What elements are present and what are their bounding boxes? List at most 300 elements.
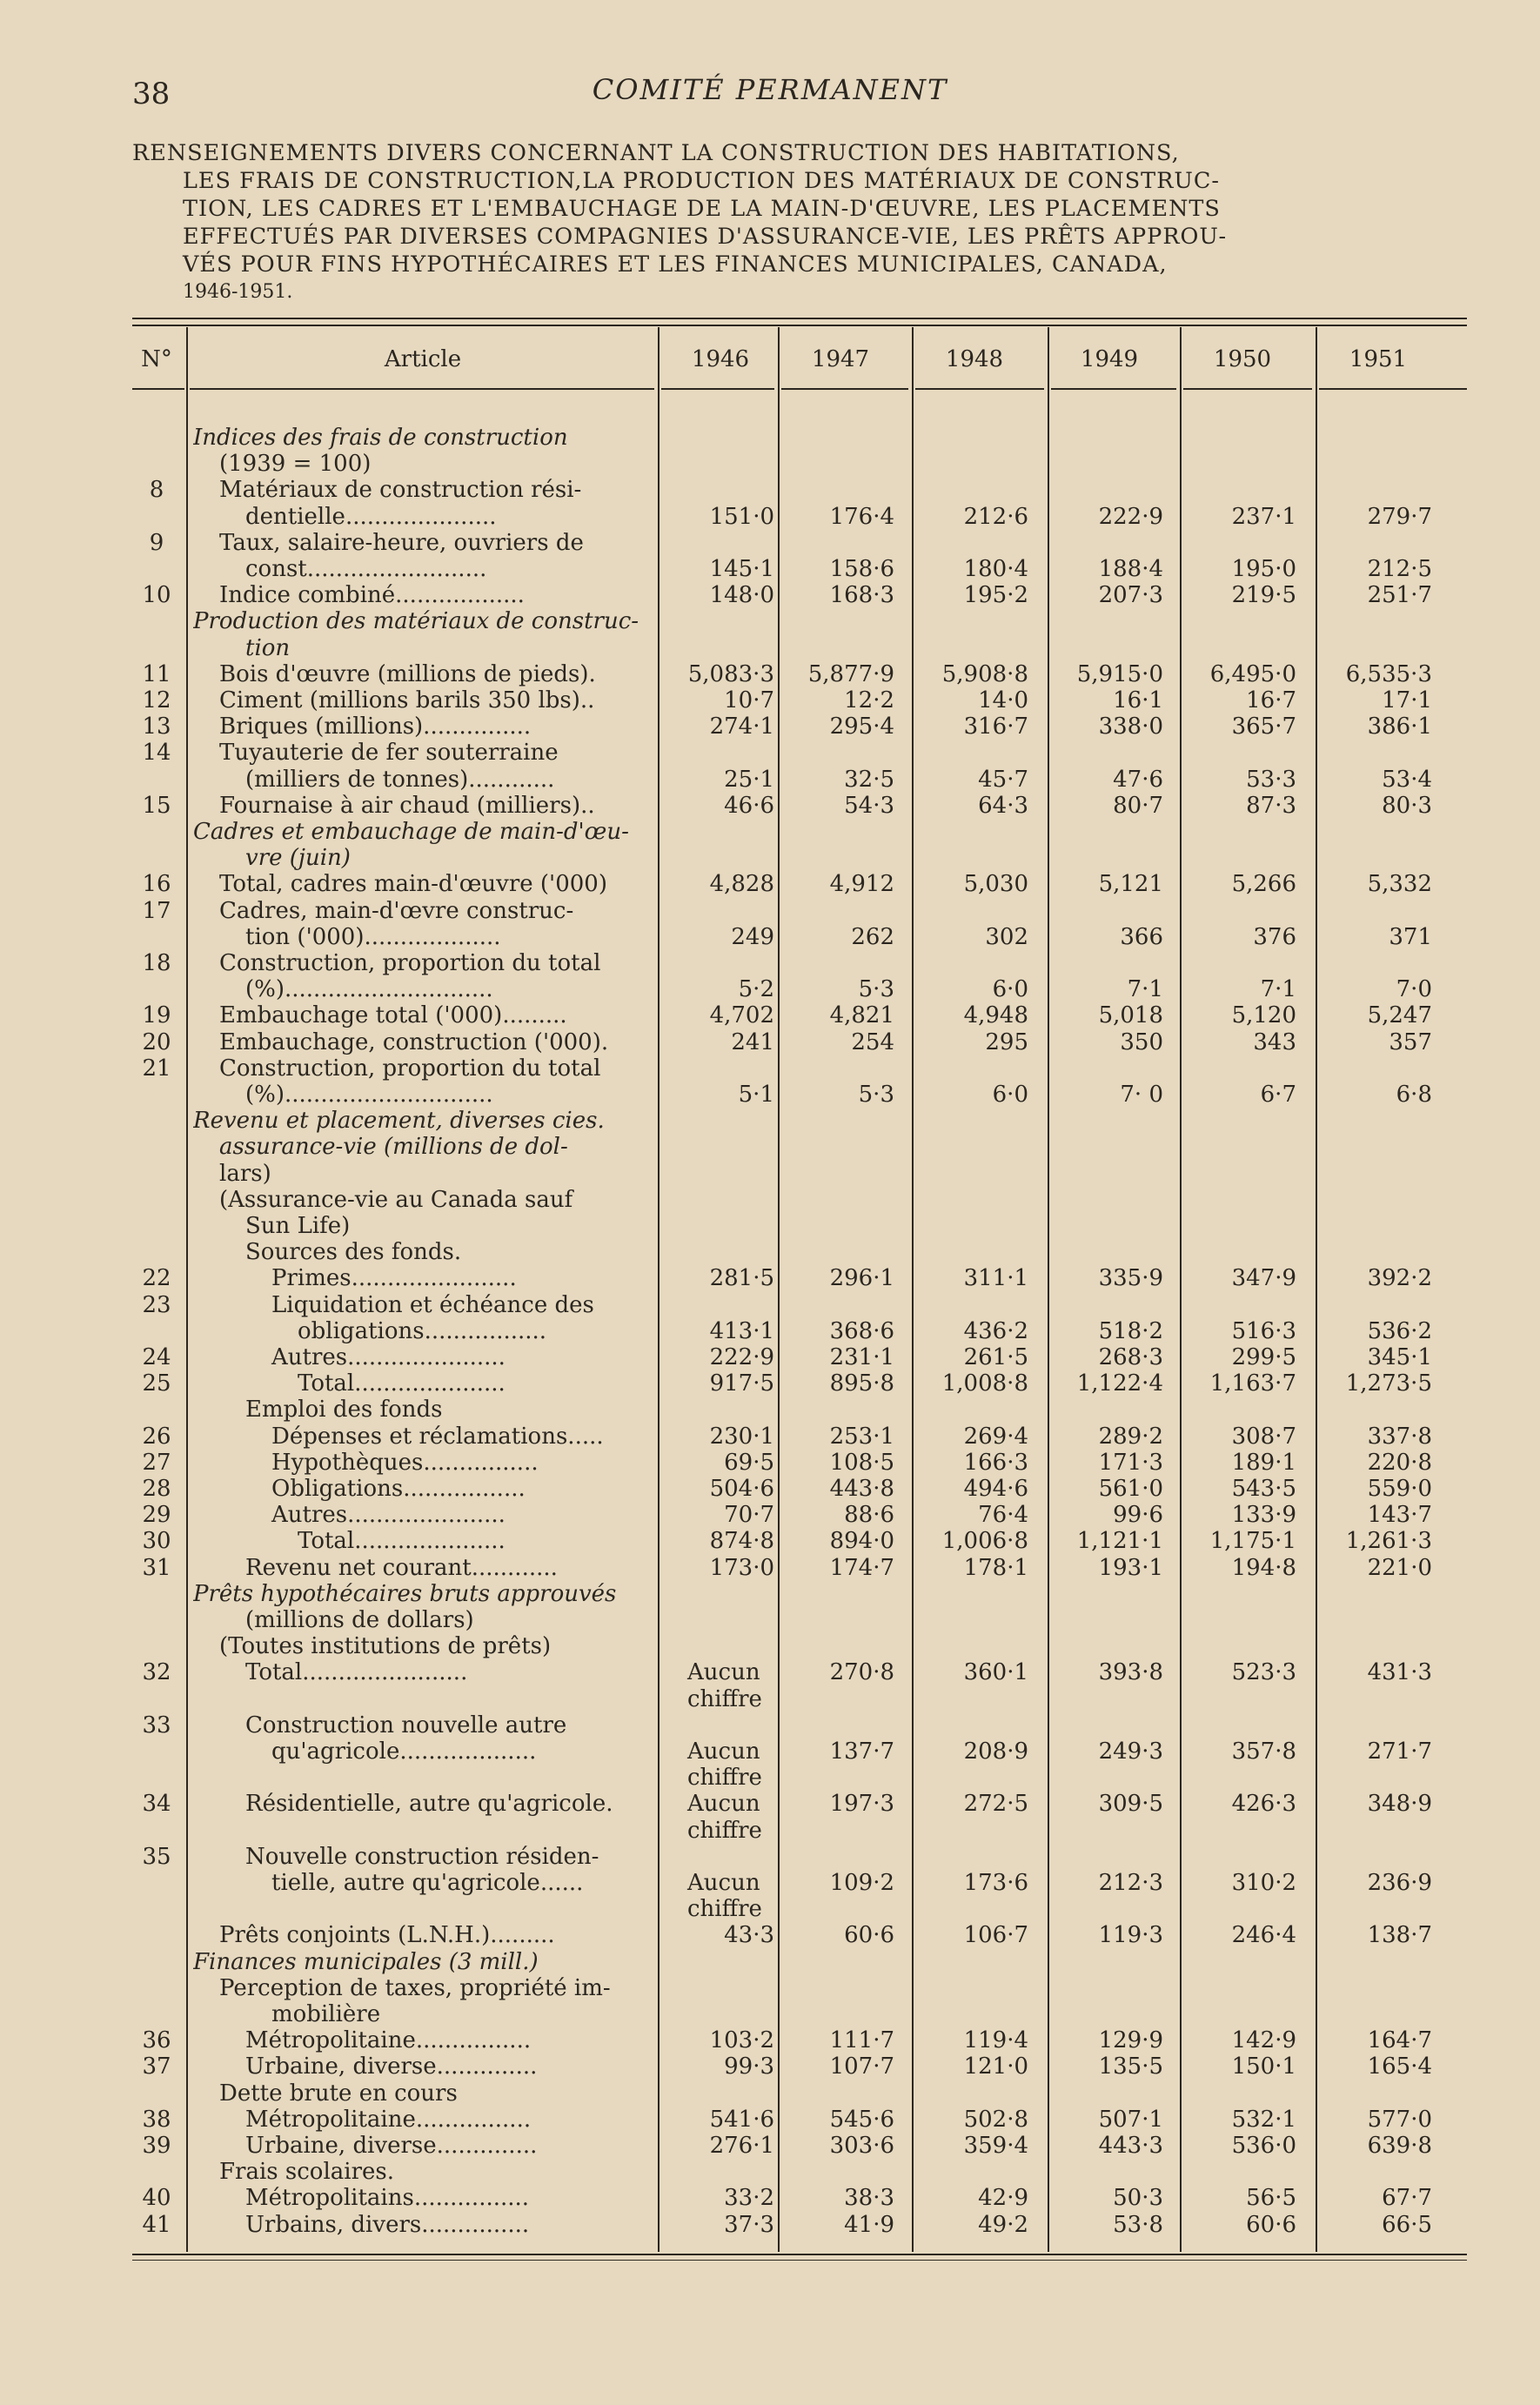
row-label: lars): [219, 1160, 271, 1187]
cell-value: 37·3: [724, 2211, 774, 2238]
cell-value: 6,535·3: [1345, 660, 1432, 687]
cell-value: 295: [985, 1028, 1028, 1055]
cell-value: 894·0: [829, 1528, 894, 1555]
cell-value: 60·6: [844, 1922, 894, 1949]
row-label: qu'agricole...................: [271, 1738, 537, 1765]
cell-value: 443·3: [1098, 2133, 1163, 2159]
cell-value: Aucun: [687, 1738, 760, 1765]
row-number: 17: [142, 897, 171, 924]
row-number: 19: [142, 1002, 171, 1029]
cell-value: 174·7: [829, 1554, 894, 1581]
title-line: RENSEIGNEMENTS DIVERS CONCERNANT LA CONSTRUCTION DES HABITATIONS,: [132, 140, 1180, 166]
cell-value: 1,006·8: [941, 1528, 1028, 1555]
cell-value: 231·1: [829, 1344, 894, 1370]
row-label: Dépenses et réclamations.....: [271, 1423, 604, 1450]
row-label: Production des matériaux de construc-: [193, 608, 639, 635]
cell-value: 208·9: [963, 1738, 1028, 1765]
cell-value: 917·5: [709, 1370, 774, 1397]
cell-value: chiffre: [687, 1896, 762, 1923]
cell-value: 5·2: [738, 976, 774, 1003]
bottom-rule: [132, 2254, 1467, 2255]
cell-value: 7·1: [1127, 976, 1163, 1003]
cell-value: 4,702: [709, 1002, 774, 1029]
row-label: Indices des frais de construction: [193, 425, 568, 451]
cell-value: 386·1: [1367, 713, 1432, 740]
row-label: (%).............................: [245, 976, 493, 1003]
cell-value: 357·8: [1231, 1738, 1296, 1765]
cell-value: 249·3: [1098, 1738, 1163, 1765]
cell-value: 1,121·1: [1076, 1528, 1163, 1555]
row-label: Sun Life): [245, 1213, 351, 1239]
cell-value: 189·1: [1231, 1449, 1296, 1476]
cell-value: 180·4: [963, 556, 1028, 582]
row-label: Sources des fonds.: [245, 1239, 462, 1266]
cell-value: 148·0: [709, 582, 774, 609]
cell-value: 360·1: [963, 1659, 1028, 1686]
cell-value: 173·0: [709, 1554, 774, 1581]
row-label: Briques (millions)...............: [219, 713, 532, 740]
cell-value: 5,266: [1231, 871, 1296, 898]
cell-value: 220·8: [1367, 1449, 1432, 1476]
cell-value: 7·1: [1260, 976, 1296, 1003]
cell-value: 142·9: [1231, 2027, 1296, 2054]
cell-value: 5,121: [1098, 871, 1163, 898]
cell-value: 6·0: [992, 1082, 1028, 1108]
cell-value: 137·7: [829, 1738, 894, 1765]
top-rule: [132, 318, 1467, 319]
cell-value: 5,083·3: [687, 660, 774, 687]
row-number: 39: [142, 2133, 171, 2159]
row-number: 24: [142, 1344, 171, 1370]
row-label: obligations.................: [298, 1317, 547, 1344]
cell-value: 348·9: [1367, 1791, 1432, 1818]
cell-value: 295·4: [829, 713, 894, 740]
cell-value: 193·1: [1098, 1554, 1163, 1581]
cell-value: 121·0: [963, 2053, 1028, 2080]
cell-value: 41·9: [844, 2211, 894, 2238]
row-label: Urbaine, diverse..............: [245, 2053, 538, 2080]
row-number: 41: [142, 2211, 171, 2238]
row-label: Revenu et placement, diverses cies.: [193, 1108, 605, 1135]
cell-value: chiffre: [687, 1765, 762, 1792]
cell-value: 166·3: [963, 1449, 1028, 1476]
cell-value: 42·9: [978, 2185, 1028, 2212]
cell-value: 296·1: [829, 1265, 894, 1292]
row-label: Finances municipales (3 mill.): [193, 1948, 539, 1975]
cell-value: 67·7: [1382, 2185, 1432, 2212]
cell-value: 103·2: [709, 2027, 774, 2054]
row-number: 23: [142, 1291, 171, 1318]
row-label: Frais scolaires.: [219, 2159, 395, 2186]
cell-value: 6,495·0: [1209, 660, 1296, 687]
row-label: Hypothèques................: [271, 1449, 539, 1476]
cell-value: 347·9: [1231, 1265, 1296, 1292]
cell-value: 316·7: [963, 713, 1028, 740]
cell-value: 311·1: [963, 1265, 1028, 1292]
page-number: 38: [132, 77, 171, 111]
cell-value: 6·8: [1396, 1082, 1432, 1108]
cell-value: 270·8: [829, 1659, 894, 1686]
cell-value: 337·8: [1367, 1423, 1432, 1450]
row-label: Primes.......................: [271, 1265, 517, 1292]
cell-value: 431·3: [1367, 1659, 1432, 1686]
cell-value: 158·6: [829, 556, 894, 582]
row-label: Total, cadres main-d'œuvre ('000): [219, 871, 607, 898]
row-number: 12: [142, 687, 171, 713]
cell-value: 246·4: [1231, 1922, 1296, 1949]
row-label: Autres......................: [271, 1502, 506, 1529]
cell-value: 271·7: [1367, 1738, 1432, 1765]
cell-value: 173·6: [963, 1870, 1028, 1896]
cell-value: 254: [851, 1028, 894, 1055]
cell-value: 541·6: [709, 2106, 774, 2133]
cell-value: 237·1: [1231, 503, 1296, 530]
cell-value: 536·0: [1231, 2133, 1296, 2159]
row-label: Total.....................: [298, 1528, 506, 1555]
cell-value: 5,018: [1098, 1002, 1163, 1029]
cell-value: 150·1: [1231, 2053, 1296, 2080]
row-number: 21: [142, 1055, 171, 1082]
cell-value: 426·3: [1231, 1791, 1296, 1818]
cell-value: 1,163·7: [1209, 1370, 1296, 1397]
row-number: 15: [142, 792, 171, 819]
cell-value: 119·3: [1098, 1922, 1163, 1949]
row-label: Construction, proportion du total: [219, 950, 601, 976]
cell-value: 99·3: [724, 2053, 774, 2080]
cell-value: 76·4: [978, 1502, 1028, 1529]
cell-value: 119·4: [963, 2027, 1028, 2054]
top-rule: [132, 325, 1467, 326]
cell-value: Aucun: [687, 1791, 760, 1818]
cell-value: 133·9: [1231, 1502, 1296, 1529]
cell-value: 212·5: [1367, 556, 1432, 582]
cell-value: 176·4: [829, 503, 894, 530]
cell-value: 5·1: [738, 1082, 774, 1108]
column-divider: [186, 327, 188, 2252]
cell-value: 308·7: [1231, 1423, 1296, 1450]
row-label: Prêts conjoints (L.N.H.).........: [219, 1922, 555, 1949]
row-label: Taux, salaire-heure, ouvriers de: [219, 529, 584, 556]
row-label: Matériaux de construction rési-: [219, 477, 582, 504]
cell-value: 392·2: [1367, 1265, 1432, 1292]
cell-value: 4,948: [963, 1002, 1028, 1029]
cell-value: 197·3: [829, 1791, 894, 1818]
row-label: assurance-vie (millions de dol-: [219, 1134, 568, 1161]
cell-value: 545·6: [829, 2106, 894, 2133]
row-label: Construction, proportion du total: [219, 1055, 601, 1082]
cell-value: 4,821: [829, 1002, 894, 1029]
cell-value: 38·3: [844, 2185, 894, 2212]
cell-value: 53·3: [1246, 766, 1296, 793]
cell-value: 281·5: [709, 1265, 774, 1292]
cell-value: 178·1: [963, 1554, 1028, 1581]
row-number: 8: [149, 477, 164, 504]
cell-value: 188·4: [1098, 556, 1163, 582]
header-year: 1951: [1349, 346, 1408, 372]
row-label: Cadres, main-d'œvre construc-: [219, 897, 574, 924]
cell-value: 222·9: [709, 1344, 774, 1370]
row-number: 32: [142, 1659, 171, 1686]
row-label: tielle, autre qu'agricole......: [271, 1870, 584, 1896]
title-line: LES FRAIS DE CONSTRUCTION,LA PRODUCTION DES MATÉRIAUX DE CONSTRUC-: [183, 168, 1221, 194]
cell-value: 5,332: [1367, 871, 1432, 898]
cell-value: 129·9: [1098, 2027, 1163, 2054]
cell-value: 5,908·8: [941, 660, 1028, 687]
row-label: (millions de dollars): [245, 1607, 474, 1633]
cell-value: 309·5: [1098, 1791, 1163, 1818]
row-label: (Toutes institutions de prêts): [219, 1633, 552, 1660]
cell-value: 289·2: [1098, 1423, 1163, 1450]
row-label: (%).............................: [245, 1082, 493, 1108]
row-label: Résidentielle, autre qu'agricole.: [245, 1791, 613, 1818]
cell-value: 561·0: [1098, 1476, 1163, 1502]
row-number: 9: [149, 529, 164, 556]
cell-value: chiffre: [687, 1685, 762, 1712]
row-label: Ciment (millions barils 350 lbs)..: [219, 687, 595, 713]
cell-value: 33·2: [724, 2185, 774, 2212]
cell-value: 236·9: [1367, 1870, 1432, 1896]
cell-value: 195·2: [963, 582, 1028, 609]
cell-value: 299·5: [1231, 1344, 1296, 1370]
header-rule: [915, 388, 1044, 390]
cell-value: 88·6: [844, 1502, 894, 1529]
cell-value: 108·5: [829, 1449, 894, 1476]
row-label: Total.......................: [245, 1659, 468, 1686]
cell-value: 5,915·0: [1076, 660, 1163, 687]
header-rule: [190, 388, 654, 390]
cell-value: 207·3: [1098, 582, 1163, 609]
row-label: Bois d'œuvre (millions de pieds).: [219, 660, 596, 687]
cell-value: 14·0: [978, 687, 1028, 713]
cell-value: 1,261·3: [1345, 1528, 1432, 1555]
cell-value: chiffre: [687, 1817, 762, 1844]
cell-value: 5·3: [858, 1082, 894, 1108]
cell-value: 413·1: [709, 1317, 774, 1344]
cell-value: 49·2: [978, 2211, 1028, 2238]
row-label: dentielle.....................: [245, 503, 497, 530]
cell-value: 5,030: [963, 871, 1028, 898]
row-number: 33: [142, 1712, 171, 1738]
cell-value: 212·6: [963, 503, 1028, 530]
header-year: 1950: [1213, 346, 1272, 372]
header-year: 1949: [1080, 346, 1139, 372]
row-label: Perception de taxes, propriété im-: [219, 1974, 611, 2001]
cell-value: 106·7: [963, 1922, 1028, 1949]
cell-value: 10·7: [724, 687, 774, 713]
cell-value: 559·0: [1367, 1476, 1432, 1502]
cell-value: 366: [1120, 923, 1163, 950]
cell-value: 1,122·4: [1076, 1370, 1163, 1397]
cell-value: 80·3: [1382, 792, 1432, 819]
row-label: tion: [245, 634, 291, 661]
cell-value: 5·3: [858, 976, 894, 1003]
row-label: Indice combiné..................: [219, 582, 525, 609]
row-label: Tuyauterie de fer souterraine: [219, 740, 559, 767]
cell-value: 436·2: [963, 1317, 1028, 1344]
cell-value: 443·8: [829, 1476, 894, 1502]
cell-value: 1,008·8: [941, 1370, 1028, 1397]
header-num: N°: [141, 346, 172, 372]
cell-value: 151·0: [709, 503, 774, 530]
row-label: const.........................: [245, 556, 487, 582]
cell-value: 302: [985, 923, 1028, 950]
cell-value: Aucun: [687, 1870, 760, 1896]
cell-value: 70·7: [724, 1502, 774, 1529]
cell-value: 310·2: [1231, 1870, 1296, 1896]
cell-value: 25·1: [724, 766, 774, 793]
cell-value: 143·7: [1367, 1502, 1432, 1529]
cell-value: 7· 0: [1120, 1082, 1163, 1108]
cell-value: 111·7: [829, 2027, 894, 2054]
row-label: Embauchage, construction ('000).: [219, 1028, 609, 1055]
cell-value: 43·3: [724, 1922, 774, 1949]
row-number: 35: [142, 1843, 171, 1870]
row-number: 37: [142, 2053, 171, 2080]
cell-value: 376: [1253, 923, 1296, 950]
cell-value: 194·8: [1231, 1554, 1296, 1581]
cell-value: 54·3: [844, 792, 894, 819]
cell-value: 168·3: [829, 582, 894, 609]
row-number: 11: [142, 660, 171, 687]
cell-value: 47·6: [1113, 766, 1163, 793]
row-label: Emploi des fonds: [245, 1397, 443, 1424]
row-label: Prêts hypothécaires bruts approuvés: [193, 1580, 617, 1607]
cell-value: 241: [731, 1028, 774, 1055]
cell-value: 5,120: [1231, 1002, 1296, 1029]
cell-value: 268·3: [1098, 1344, 1163, 1370]
cell-value: 518·2: [1098, 1317, 1163, 1344]
cell-value: 212·3: [1098, 1870, 1163, 1896]
header-year: 1947: [811, 346, 870, 372]
row-number: 27: [142, 1449, 171, 1476]
cell-value: 5,877·9: [807, 660, 894, 687]
row-number: 26: [142, 1423, 171, 1450]
cell-value: 7·0: [1396, 976, 1432, 1003]
cell-value: 274·1: [709, 713, 774, 740]
cell-value: 195·0: [1231, 556, 1296, 582]
row-label: Cadres et embauchage de main-d'œu-: [193, 819, 629, 845]
cell-value: 335·9: [1098, 1265, 1163, 1292]
cell-value: 251·7: [1367, 582, 1432, 609]
cell-value: 64·3: [978, 792, 1028, 819]
row-label: Urbaine, diverse..............: [245, 2133, 538, 2159]
cell-value: 262: [851, 923, 894, 950]
header-rule: [1319, 388, 1467, 390]
cell-value: 53·4: [1382, 766, 1432, 793]
cell-value: 46·6: [724, 792, 774, 819]
cell-value: 12·2: [844, 687, 894, 713]
cell-value: 53·8: [1113, 2211, 1163, 2238]
cell-value: 135·5: [1098, 2053, 1163, 2080]
row-label: mobilière: [271, 2001, 381, 2027]
row-label: Total.....................: [298, 1370, 506, 1397]
cell-value: 145·1: [709, 556, 774, 582]
cell-value: 56·5: [1246, 2185, 1296, 2212]
cell-value: 639·8: [1367, 2133, 1432, 2159]
cell-value: 80·7: [1113, 792, 1163, 819]
cell-value: 109·2: [829, 1870, 894, 1896]
row-label: Fournaise à air chaud (milliers)..: [219, 792, 595, 819]
row-label: Dette brute en cours: [219, 2080, 458, 2107]
row-label: Nouvelle construction résiden-: [245, 1843, 599, 1870]
cell-value: 350: [1120, 1028, 1163, 1055]
row-label: Revenu net courant............: [245, 1554, 558, 1581]
cell-value: 4,912: [829, 871, 894, 898]
title-line: EFFECTUÉS PAR DIVERSES COMPAGNIES D'ASSURANCE-VIE, LES PRÊTS APPROU-: [183, 224, 1228, 250]
row-number: 13: [142, 713, 171, 740]
cell-value: 303·6: [829, 2133, 894, 2159]
cell-value: 5,247: [1367, 1002, 1432, 1029]
cell-value: 6·0: [992, 976, 1028, 1003]
row-label: Construction nouvelle autre: [245, 1712, 567, 1738]
cell-value: 577·0: [1367, 2106, 1432, 2133]
row-label: tion ('000)...................: [245, 923, 501, 950]
cell-value: 371: [1389, 923, 1432, 950]
row-number: 29: [142, 1502, 171, 1529]
row-label: Urbains, divers...............: [245, 2211, 530, 2238]
row-label: Métropolitaine................: [245, 2027, 532, 2054]
cell-value: 365·7: [1231, 713, 1296, 740]
row-number: 40: [142, 2185, 171, 2212]
row-label: Obligations.................: [271, 1476, 526, 1502]
cell-value: 1,273·5: [1345, 1370, 1432, 1397]
row-number: 30: [142, 1528, 171, 1555]
title-line: 1946-1951.: [183, 281, 293, 303]
row-number: 14: [142, 740, 171, 767]
cell-value: 219·5: [1231, 582, 1296, 609]
cell-value: 507·1: [1098, 2106, 1163, 2133]
cell-value: 279·7: [1367, 503, 1432, 530]
cell-value: 253·1: [829, 1423, 894, 1450]
cell-value: 357: [1389, 1028, 1432, 1055]
header-rule: [1183, 388, 1312, 390]
row-label: Métropolitaine................: [245, 2106, 532, 2133]
cell-value: 66·5: [1382, 2211, 1432, 2238]
cell-value: 543·5: [1231, 1476, 1296, 1502]
header-year: 1946: [691, 346, 750, 372]
cell-value: 230·1: [709, 1423, 774, 1450]
cell-value: 516·3: [1231, 1317, 1296, 1344]
row-number: 25: [142, 1370, 171, 1397]
cell-value: 523·3: [1231, 1659, 1296, 1686]
row-label: (Assurance-vie au Canada sauf: [219, 1186, 573, 1213]
header-rule: [781, 388, 908, 390]
cell-value: 99·6: [1113, 1502, 1163, 1529]
cell-value: Aucun: [687, 1659, 760, 1686]
row-number: 22: [142, 1265, 171, 1292]
row-number: 16: [142, 871, 171, 898]
title-line: TION, LES CADRES ET L'EMBAUCHAGE DE LA MAIN-D'ŒUVRE, LES PLACEMENTS: [183, 196, 1221, 222]
table-title: [132, 139, 1455, 306]
row-label: Embauchage total ('000).........: [219, 1002, 567, 1029]
row-number: 10: [142, 582, 171, 609]
cell-value: 359·4: [963, 2133, 1028, 2159]
row-number: 34: [142, 1791, 171, 1818]
cell-value: 50·3: [1113, 2185, 1163, 2212]
header-rule: [661, 388, 774, 390]
row-label: Autres......................: [271, 1344, 506, 1370]
cell-value: 69·5: [724, 1449, 774, 1476]
cell-value: 32·5: [844, 766, 894, 793]
row-number: 28: [142, 1476, 171, 1502]
cell-value: 171·3: [1098, 1449, 1163, 1476]
cell-value: 1,175·1: [1209, 1528, 1296, 1555]
cell-value: 6·7: [1260, 1082, 1296, 1108]
title-line: VÉS POUR FINS HYPOTHÉCAIRES ET LES FINANCES MUNICIPALES, CANADA,: [183, 251, 1168, 278]
cell-value: 343: [1253, 1028, 1296, 1055]
header-rule: [132, 388, 184, 390]
row-label: Métropolitains................: [245, 2185, 530, 2212]
